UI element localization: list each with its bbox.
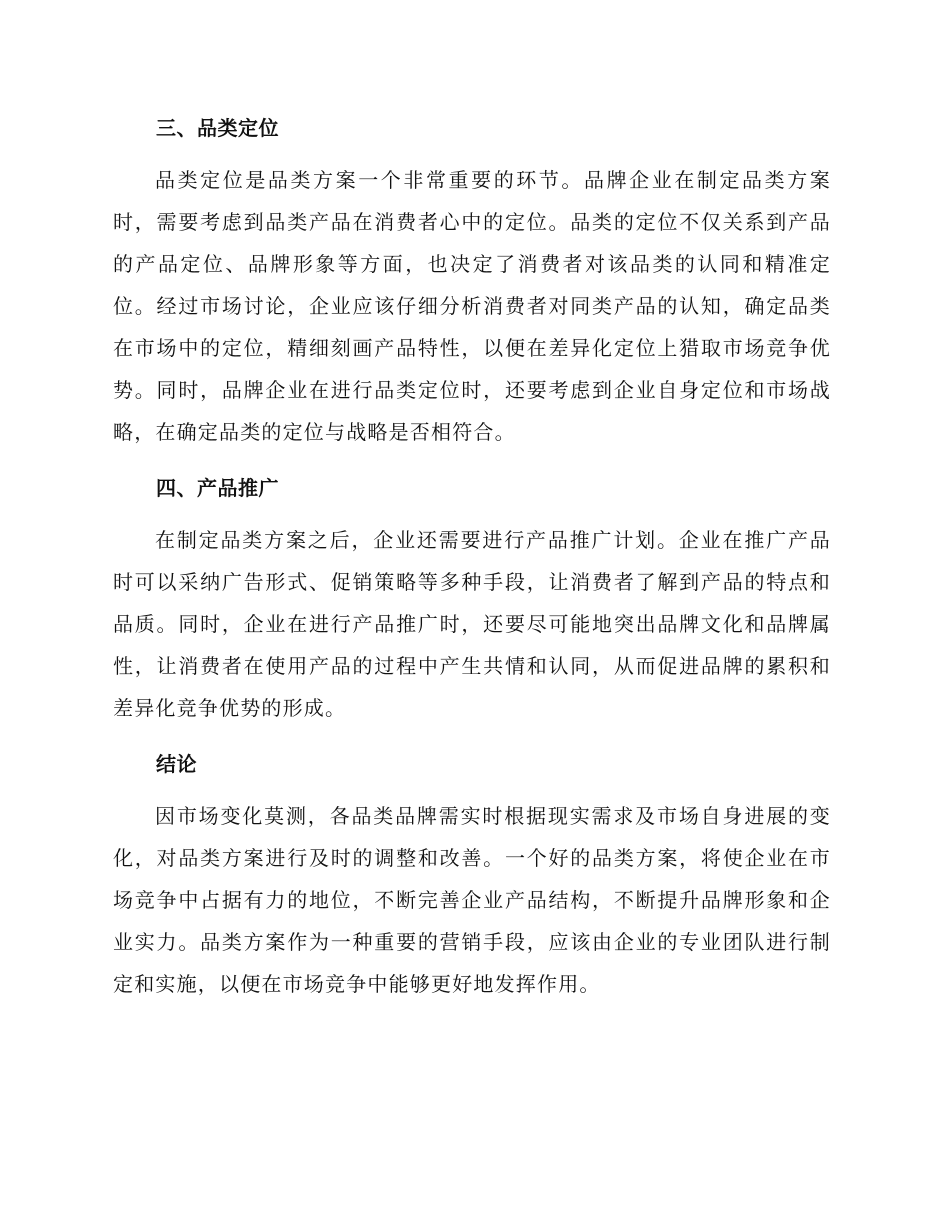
document-body <box>113 107 831 1019</box>
section-heading-category-positioning: 三、品类定位 <box>156 116 279 140</box>
section-paragraph-conclusion: 因市场变化莫测，各品类品牌需实时根据现实需求及市场自身进展的变化，对品类方案进行及时的调整和改善。一个好的品类方案，将使企业在市场竞争中占据有力的地位，不断完善企业产品结构，不断提升品牌形象和企业实力。品类方案作为一种重要的营销手段，应该由企业的专业团队进行制定和实施，以便在市场竞争中能够更好地发挥作用。 <box>113 804 831 996</box>
section-paragraph-product-promotion: 在制定品类方案之后，企业还需要进行产品推广计划。企业在推广产品时可以采纳广告形式、促销策略等多种手段，让消费者了解到产品的特点和品质。同时，企业在进行产品推广时，还要尽可能地突出品牌文化和品牌属性，让消费者在使用产品的过程中产生共情和认同，从而促进品牌的累积和差异化竞争优势的形成。 <box>113 528 831 720</box>
section-heading-product-promotion: 四、产品推广 <box>156 476 279 500</box>
section-heading-conclusion: 结论 <box>156 752 197 776</box>
section-paragraph-category-positioning: 品类定位是品类方案一个非常重要的环节。品牌企业在制定品类方案时，需要考虑到品类产品在消费者心中的定位。品类的定位不仅关系到产品的产品定位、品牌形象等方面，也决定了消费者对该品类的认同和精准定位。经过市场讨论，企业应该仔细分析消费者对同类产品的认知，确定品类在市场中的定位，精细刻画产品特性，以便在差异化定位上猎取市场竞争优势。同时，品牌企业在进行品类定位时，还要考虑到企业自身定位和市场战略，在确定品类的定位与战略是否相符合。 <box>113 168 831 444</box>
